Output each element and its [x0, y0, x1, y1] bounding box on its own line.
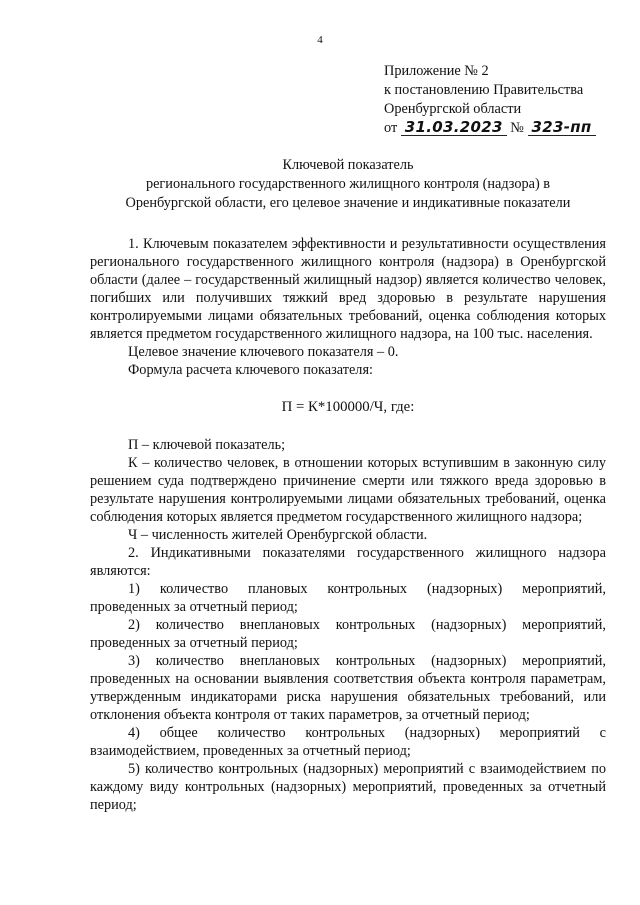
list-item: 3) количество внеплановых контрольных (надзорных) мероприятий, проведенных на основании выявления соответствия объекта контроля параметрам, утвержденным индикаторами риска нарушения обязательных требований, или отклонения объекта контроля от таких параметров, за отчетный период;: [90, 653, 606, 723]
appendix-line-2: к постановлению Правительства: [384, 82, 584, 98]
date-prefix: от: [384, 120, 398, 136]
title-line-2: регионального государственного жилищного контроля (надзора) в: [145, 176, 551, 192]
appendix-line-3: Оренбургской области: [384, 101, 522, 117]
list-item: 5) количество контрольных (надзорных) мероприятий с взаимодействием по каждому виду контрольных (надзорных) мероприятий, проведенных за отчетный период;: [90, 761, 606, 813]
definition-k: К – количество человек, в отношении которых вступившим в законную силу решением суда подтверждено причинение смерти или тяжкого вреда здоровью в результате нарушения контролируемыми лицами обязательных требований, оценка соблюдения которых является предметом государственного жилищного надзора;: [90, 455, 606, 525]
appendix-header: [384, 62, 596, 138]
appendix-date-line: [384, 119, 596, 138]
list-item: 4) общее количество контрольных (надзорных) мероприятий с взаимодействием, проведенных за отчетный период;: [90, 725, 606, 759]
appendix-line-1: Приложение № 2: [384, 63, 489, 79]
definition-ch: Ч – численность жителей Оренбургской области.: [128, 527, 428, 543]
handwritten-date: 31.03.2023: [401, 119, 507, 136]
paragraph-formula-intro: Формула расчета ключевого показателя:: [128, 362, 373, 378]
formula: П = К*100000/Ч, где:: [281, 399, 415, 415]
paragraph-indicative-intro: 2. Индикативными показателями государственного жилищного надзора являются:: [90, 545, 606, 579]
list-item: 2) количество внеплановых контрольных (надзорных) мероприятий, проведенных за отчетный период;: [90, 617, 606, 651]
title-line-3: Оренбургской области, его целевое значение и индикативные показатели: [125, 195, 571, 211]
page-number: 4: [317, 34, 323, 46]
title-line-1: Ключевой показатель: [282, 157, 414, 173]
definition-p: П – ключевой показатель;: [128, 437, 286, 453]
handwritten-number: 323-пп: [528, 119, 596, 136]
list-item: 1) количество плановых контрольных (надзорных) мероприятий, проведенных за отчетный период;: [90, 581, 606, 615]
document-title: [90, 156, 606, 213]
number-prefix: №: [510, 120, 524, 136]
document-body: [90, 235, 606, 814]
paragraph-target-value: Целевое значение ключевого показателя – 0.: [128, 344, 399, 360]
paragraph-key-indicator: 1. Ключевым показателем эффективности и результативности осуществления регионального государственного жилищного контроля (надзора) в Оренбургской области (далее – государственный жилищный надзор) является количество человек, погибших или получивших тяжкий вред здоровью в результате нарушения контролируемыми лицами обязательных требований, оценка соблюдения которых является предметом государственного жилищного надзора, на 100 тыс. населения.: [90, 236, 606, 342]
